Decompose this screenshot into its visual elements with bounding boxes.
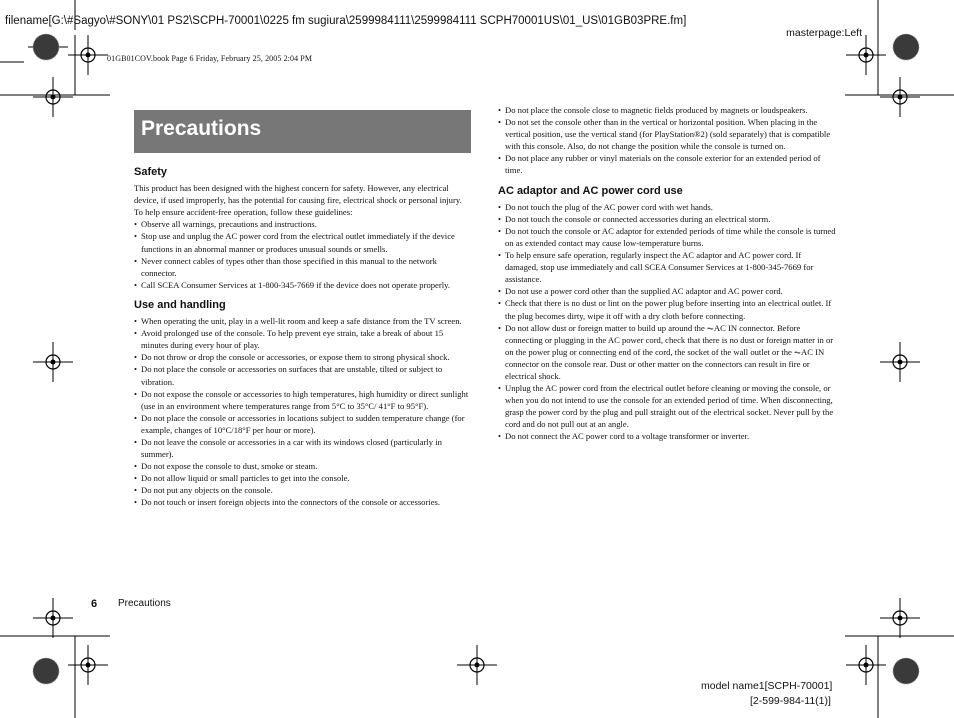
ac-adaptor-list xyxy=(498,201,836,443)
list-item: • Do not put any objects on the console. xyxy=(134,484,472,496)
filename-line: filename[G:\#Sagyo\#SONY\01 PS2\SCPH-70001\0225 fm sugiura\2599984111\2599984111 SCPH70001US\01_US\01GB03PRE.fm] xyxy=(5,15,687,27)
list-item: • Do not place the console or accessories on surfaces that are unstable, tilted or subject to vibration. xyxy=(134,363,472,387)
safety-list xyxy=(134,218,472,291)
list-item: • Do not connect the AC power cord to a voltage transformer or inverter. xyxy=(498,430,836,442)
safety-heading: Safety xyxy=(134,166,168,178)
safety-intro: This product has been designed with the highest concern for safety. However, any electrical device, if used improperly, has the potential for causing fire, electrical shock or personal injury. To help ensure accident-free operation, follow these guidelines: xyxy=(134,183,462,218)
page-number: 6 xyxy=(91,598,98,610)
masterpage-label: masterpage:Left xyxy=(786,27,862,39)
model-name: model name1[SCPH-70001] xyxy=(701,680,833,692)
list-item: • Do not touch the console or AC adaptor for extended periods of time while the console is turned on as extended contact may cause low-temperature burns. xyxy=(498,225,836,249)
left-column xyxy=(134,166,472,509)
right-column xyxy=(498,104,836,443)
list-item: • Avoid prolonged use of the console. To help prevent eye strain, take a break of about 15 minutes during every hour of play. xyxy=(134,327,472,351)
list-item: • Never connect cables of types other than those specified in this manual to the network connector. xyxy=(134,255,472,279)
list-item: • Do not touch the plug of the AC power cord with wet hands. xyxy=(498,201,836,213)
list-item: • Do not touch the console or connected accessories during an electrical storm. xyxy=(498,213,836,225)
page-title: Precautions xyxy=(141,117,262,140)
use-handling-list-continued xyxy=(498,104,836,177)
book-info: 01GB01COV.book Page 6 Friday, February 25, 2005 2:04 PM xyxy=(107,54,313,63)
use-handling-heading: Use and handling xyxy=(134,298,226,311)
footer-section-name: Precautions xyxy=(118,598,171,609)
list-item: • Do not place the console close to magnetic fields produced by magnets or loudspeakers. xyxy=(498,104,836,116)
ac-adaptor-heading: AC adaptor and AC power cord use xyxy=(498,184,683,197)
list-item: • Do not expose the console or accessories to high temperatures, high humidity or direct sunlight (use in an environment where temperatures range from 5°C to 35°C/ 41°F to 95°F). xyxy=(134,388,472,412)
list-item: • Stop use and unplug the AC power cord from the electrical outlet immediately if the device functions in an abnormal manner or produces unusual sounds or smells. xyxy=(134,230,472,254)
list-item: • Do not leave the console or accessories in a car with its windows closed (particularly in summer). xyxy=(134,436,472,460)
list-item: • Unplug the AC power cord from the electrical outlet before cleaning or moving the console, or when you do not intend to use the console for an extended period of time. When disconnecting, grasp the power cord by the plug and pull straight out of the electrical socket. Never pull by the cord and do not pull out at an angle. xyxy=(498,382,836,430)
part-number: [2-599-984-11(1)] xyxy=(750,695,831,707)
list-item: • To help ensure safe operation, regularly inspect the AC adaptor and AC power cord. If damaged, stop use immediately and call SCEA Consumer Services at 1-800-345-7669 for assistance. xyxy=(498,249,836,285)
list-item: • Do not place any rubber or vinyl materials on the console exterior for an extended period of time. xyxy=(498,152,836,176)
list-item: • Do not use a power cord other than the supplied AC adaptor and AC power cord. xyxy=(498,285,836,297)
list-item: • Do not set the console other than in the vertical or horizontal position. When placing in the vertical position, use the vertical stand (for PlayStation®2) (sold separately) that is compatible with this console. Also, do not change the position while the console is turned on. xyxy=(498,116,836,152)
list-item: • Do not throw or drop the console or accessories, or expose them to strong physical shock. xyxy=(134,351,472,363)
list-item: • Do not allow dust or foreign matter to build up around the ⏦AC IN connector. Before connecting or plugging in the AC power cord, check that there is no dust or foreign matter in or on the power plug or connecting end of the cord, the socket of the wall outlet or the ⏦AC IN connector on the console rear. Dust or other matter on the connectors can result in fire or electrical shock. xyxy=(498,322,836,382)
list-item: • Call SCEA Consumer Services at 1-800-345-7669 if the device does not operate properly. xyxy=(134,279,472,291)
list-item: • Observe all warnings, precautions and instructions. xyxy=(134,218,472,230)
list-item: • Do not allow liquid or small particles to get into the console. xyxy=(134,472,472,484)
list-item: • Do not touch or insert foreign objects into the connectors of the console or accessories. xyxy=(134,496,472,508)
list-item: • Check that there is no dust or lint on the power plug before inserting into an electrical outlet. If the plug becomes dirty, wipe it off with a dry cloth before connecting. xyxy=(498,297,836,321)
list-item: • When operating the unit, play in a well-lit room and keep a safe distance from the TV screen. xyxy=(134,315,472,327)
list-item: • Do not place the console or accessories in locations subject to sudden temperature change (for example, changes of 10°C/18°F per hour or more). xyxy=(134,412,472,436)
list-item: • Do not expose the console to dust, smoke or steam. xyxy=(134,460,472,472)
use-handling-list xyxy=(134,315,472,509)
